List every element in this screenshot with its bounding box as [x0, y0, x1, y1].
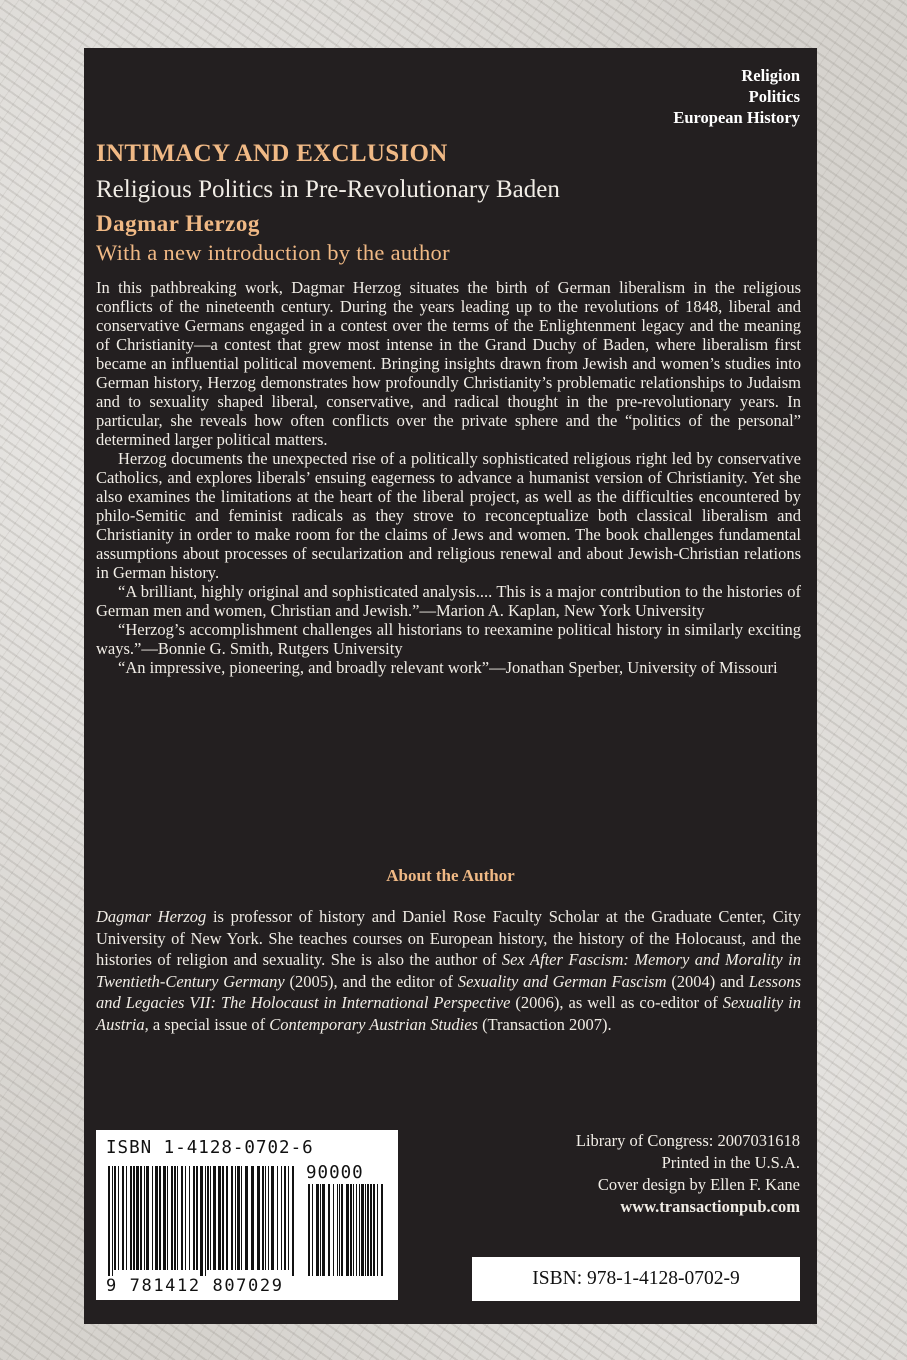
barcode-addon-bar — [350, 1184, 352, 1276]
barcode-bar — [130, 1166, 132, 1270]
barcode-addon-bar — [341, 1184, 343, 1276]
barcode-bar — [213, 1166, 216, 1270]
barcode-addon-bar — [308, 1184, 310, 1276]
barcode-bar — [181, 1166, 183, 1270]
category-european-history: European History — [673, 108, 800, 127]
barcode-bar — [193, 1166, 195, 1270]
barcode-addon-bar — [361, 1184, 364, 1276]
barcode-bar — [288, 1166, 289, 1270]
barcode-bar — [218, 1166, 221, 1270]
barcode-bar — [226, 1166, 228, 1270]
barcode-bar — [177, 1166, 178, 1270]
barcode-bar — [284, 1166, 286, 1270]
barcode-bar — [108, 1166, 110, 1276]
about-author-text: Dagmar Herzog is professor of history and Daniel Rose Faculty Scholar at the Graduate Center, City University of New York. She teaches courses on European history, the history of the Holocaust, and the histories of religion and sexuality. She is also the author of Sex After Fascism: Memory and Morality in Twentieth-Century Germany (2005), and the editor of Sexuality and German Fascism (2004) and Lessons and Legacies VII: The Holocaust in International Perspective (2006), as well as co-editor of Sexuality in Austria, a special issue of Contemporary Austrian Studies (Transaction 2007). — [96, 907, 801, 1034]
barcode-ean: 9 781412 807029 — [106, 1276, 284, 1296]
barcode-addon-bar — [346, 1184, 349, 1276]
barcode-bar — [262, 1166, 264, 1270]
review-quote: “An impressive, pioneering, and broadly relevant work”—Jonathan Sperber, University of Missouri — [118, 658, 778, 677]
barcode-addon-bar — [353, 1184, 354, 1276]
barcode-addon-bar — [367, 1184, 369, 1276]
back-cover-panel — [84, 48, 817, 1324]
barcode-addon-bar — [320, 1184, 321, 1276]
barcode-addon-bar — [377, 1184, 378, 1276]
intro-note: With a new introduction by the author — [96, 240, 450, 265]
barcode-isbn10: ISBN 1-4128-0702-6 — [106, 1138, 314, 1158]
book-description — [96, 278, 801, 677]
publisher-url: www.transactionpub.com — [620, 1197, 800, 1216]
barcode-bar — [133, 1166, 135, 1270]
library-of-congress: Library of Congress: 2007031618 — [575, 1131, 800, 1150]
book-reference: Contemporary Austrian Studies — [269, 1014, 478, 1034]
barcode-bar — [237, 1166, 240, 1270]
description-paragraph: Herzog documents the unexpected rise of a politically sophisticated religious right led by conservative Catholics, and explores liberals’ ensuing eagerness to advance a humanist version of Christianity. Yet she also examines the limitations at the heart of the liberal project, as well as the difficulties encountered by philo-Semitic and feminist radicals as they strove to reconceptualize both classical liberalism and Christianity in order to make room for the claims of Jews and women. The book challenges fundamental assumptions about processes of secularization and religious renewal and about Jewish-Christian relations in German history. — [96, 449, 801, 582]
barcode-addon-bar — [373, 1184, 375, 1276]
book-author: Dagmar Herzog — [96, 211, 260, 236]
barcode-bar — [126, 1166, 127, 1270]
barcode-addon-bar — [356, 1184, 357, 1276]
barcode-bar — [152, 1166, 153, 1270]
barcode-bar — [277, 1166, 278, 1270]
barcode-addon-bar — [365, 1184, 366, 1276]
barcode-bar — [144, 1166, 145, 1270]
barcode-bar — [235, 1166, 236, 1270]
barcode-addon-bar — [328, 1184, 330, 1276]
barcode-bar — [146, 1166, 149, 1270]
barcode-bar — [292, 1166, 294, 1276]
barcode-bar — [114, 1166, 116, 1270]
barcode-bar — [118, 1166, 119, 1270]
printed-in: Printed in the U.S.A. — [661, 1153, 800, 1172]
book-reference: Sexuality in Austria, — [96, 993, 801, 1034]
book-reference: Sexuality and German Fascism — [457, 971, 667, 991]
barcode-bar — [189, 1166, 190, 1270]
description-paragraph: In this pathbreaking work, Dagmar Herzog situates the birth of German liberalism in the religious conflicts of the nineteenth century. During the years leading up to the revolutions of 1848, liberal and conservative Germans engaged in a contest over the terms of the Enlightenment legacy and the meaning of Christianity—a contest that grew most intense in the Grand Duchy of Baden, where liberalism first became an influential political movement. Bringing insights drawn from Jewish and women’s studies into German history, Herzog demonstrates how profoundly Christianity’s problematic relationships to Judaism and to sexuality shaped liberal, conservative, and radical thought in the pre-revolutionary years. In particular, she reveals how often conflicts over the private sphere and the “politics of the personal” determined larger political matters. — [96, 278, 801, 449]
barcode-bar — [222, 1166, 224, 1270]
barcode-addon-bar — [381, 1184, 383, 1276]
book-title: INTIMACY AND EXCLUSION — [96, 140, 448, 167]
barcode-bars — [106, 1166, 386, 1276]
barcode-bar — [251, 1166, 254, 1270]
barcode-addon-bar — [312, 1184, 313, 1276]
barcode-addon-bar — [370, 1184, 372, 1276]
review-quote: “Herzog’s accomplishment challenges all historians to reexamine political history in similarly exciting ways.”—Bonnie G. Smith, Rutgers University — [96, 620, 801, 658]
barcode-bar — [167, 1166, 168, 1270]
barcode-bar — [231, 1166, 233, 1270]
barcode-bar — [196, 1166, 198, 1270]
barcode-bar — [257, 1166, 260, 1270]
barcode-bar — [171, 1166, 173, 1270]
barcode-addon-bar — [359, 1184, 360, 1276]
barcode-bar — [268, 1166, 269, 1270]
barcode-addon-price: 90000 — [306, 1163, 364, 1183]
cover-design-credit: Cover design by Ellen F. Kane — [597, 1175, 800, 1194]
barcode-bar — [185, 1166, 186, 1270]
category-religion: Religion — [741, 66, 800, 85]
barcode-addon-bar — [322, 1184, 325, 1276]
barcode-bar — [205, 1166, 206, 1276]
book-reference: Sex After Fascism: Memory and Morality in Twentieth-Century Germany — [96, 950, 801, 991]
barcode-bar — [200, 1166, 203, 1276]
barcode-bar — [112, 1166, 113, 1276]
barcode-addon-bar — [316, 1184, 319, 1276]
barcode-bar — [241, 1166, 242, 1270]
barcode-bar — [281, 1166, 282, 1270]
barcode-bar — [136, 1166, 139, 1270]
barcode-box — [96, 1130, 398, 1300]
subject-categories — [673, 65, 800, 128]
isbn13-box: ISBN: 978-1-4128-0702-9 — [472, 1257, 800, 1301]
barcode-bar — [122, 1166, 124, 1270]
barcode-bar — [271, 1166, 274, 1270]
book-reference: Lessons and Legacies VII: The Holocaust in International Perspective — [96, 971, 801, 1012]
book-subtitle: Religious Politics in Pre-Revolutionary Baden — [96, 176, 560, 203]
barcode-bar — [245, 1166, 248, 1270]
barcode-bar — [159, 1166, 161, 1270]
barcode-addon-bar — [339, 1184, 340, 1276]
barcode-bar — [207, 1166, 209, 1270]
review-quote: “A brilliant, highly original and sophisticated analysis.... This is a major contribution to the histories of German men and women, Christian and Jewish.”—Marion A. Kaplan, New York University — [96, 582, 801, 620]
barcode-bar — [265, 1166, 266, 1270]
author-name: Dagmar Herzog — [96, 907, 207, 926]
category-politics: Politics — [748, 87, 800, 106]
barcode-addon-bar — [337, 1184, 338, 1276]
barcode-bar — [174, 1166, 176, 1270]
barcode-bar — [163, 1166, 166, 1270]
barcode-bar — [140, 1166, 142, 1270]
barcode-bar — [210, 1166, 211, 1270]
barcode-bar — [155, 1166, 158, 1270]
about-author-heading: About the Author — [386, 866, 515, 885]
barcode-addon-bar — [333, 1184, 334, 1276]
colophon — [576, 1130, 800, 1218]
